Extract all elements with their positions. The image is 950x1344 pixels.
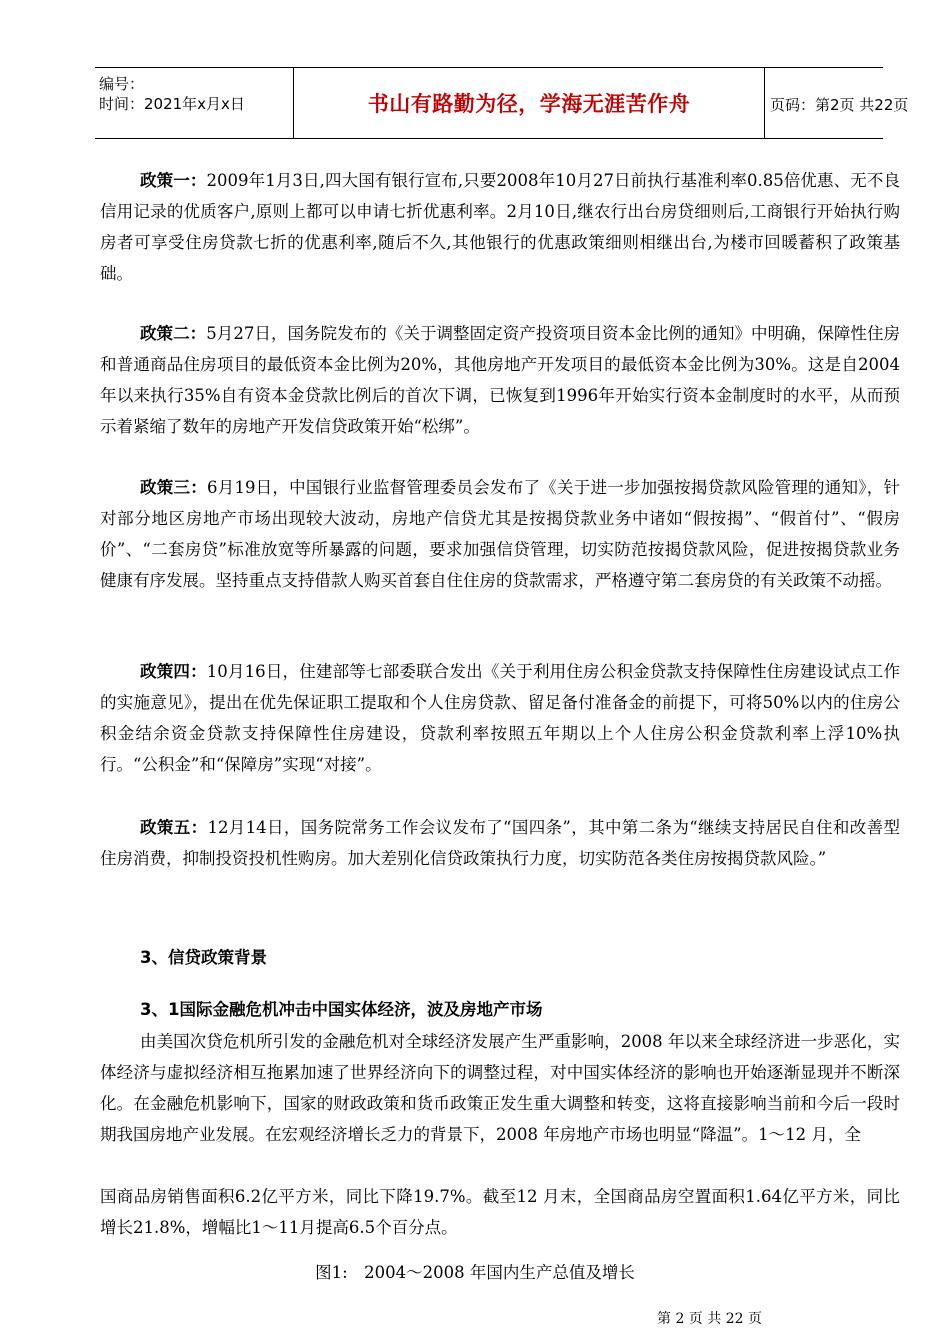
policy-label: 政策一：: [140, 171, 207, 190]
page-info: 页码：第2页 共22页: [770, 96, 909, 114]
policy-1: [100, 165, 900, 289]
policy-label: 政策二：: [140, 324, 207, 343]
policy-label: 政策五：: [140, 818, 208, 837]
policy-5: [100, 812, 900, 874]
policy-text: 10月16日，住建部等七部委联合发出《关于利用住房公积金贷款支持保障性住房建设试点工作的实施意见》，提出在优先保证职工提取和个人住房贷款、留足备付准备金的前提下，可将50%以内的住房公积金结余资金贷款支持保障性住房建设，贷款利率按照五年期以上个人住房公积金贷款利率上浮10%执行。“公积金”和“保障房”实现“对接”。: [100, 662, 900, 774]
body-paragraph-2: 国商品房销售面积6.2亿平方米，同比下降19.7%。截至12 月末，全国商品房空置面积1.64亿平方米，同比增长21.8%，增幅比1～11月提高6.5个百分点。: [100, 1187, 900, 1237]
policy-text: 12月14日，国务院常务工作会议发布了“国四条”，其中第二条为“继续支持居民自住和改善型住房消费，抑制投资投机性购房。加大差别化信贷政策执行力度，切实防范各类住房按揭贷款风险。”: [100, 818, 900, 868]
policy-2: [100, 318, 900, 442]
section-heading: 3、信贷政策背景: [140, 948, 267, 967]
header-right-cell: [764, 68, 909, 138]
policy-3: [100, 472, 900, 596]
figure-caption: 图1: 2004～2008 年国内生产总值及增长: [315, 1263, 635, 1282]
policy-text: 2009年1月3日,四大国有银行宣布,只要2008年10月27日前执行基准利率0.85倍优惠、无不良信用记录的优质客户,原则上都可以申请七折优惠利率。2月10日,继农行出台房贷细则后,工商银行开始执行购房者可享受住房贷款七折的优惠利率,随后不久,其他银行的优惠政策细则相继出台,为楼市回暖蓄积了政策基础。: [100, 171, 901, 283]
page-footer: 第 2 页 共 22 页: [657, 1311, 762, 1327]
policy-label: 政策四：: [140, 662, 207, 681]
serial-label: 编号：: [99, 75, 145, 93]
policy-label: 政策三：: [140, 478, 207, 497]
motto: 书山有路勤为径，学海无涯苦作舟: [367, 92, 691, 116]
policy-text: 5月27日，国务院发布的《关于调整固定资产投资项目资本金比例的通知》中明确，保障性住房和普通商品住房项目的最低资本金比例为20%，其他房地产开发项目的最低资本金比例为30%。这是自2004年以来执行35%自有资本金贷款比例后的首次下调，已恢复到1996年开始实行资本金制度时的水平，从而预示着紧缩了数年的房地产开发信贷政策开始“松绑”。: [100, 324, 901, 436]
policy-text: 6月19日，中国银行业监督管理委员会发布了《关于进一步加强按揭贷款风险管理的通知》，针对部分地区房地产市场出现较大波动，房地产信贷尤其是按揭贷款业务中诸如“假按揭”、“假首付”、“假房价”、“二套房贷”标准放宽等所暴露的问题，要求加强信贷管理，切实防范按揭贷款风险，促进按揭贷款业务健康有序发展。坚持重点支持借款人购买首套自住住房的贷款需求，严格遵守第二套房贷的有关政策不动摇。: [100, 478, 901, 590]
page-header: [95, 67, 909, 139]
time-label: 时间：2021年x月x日: [99, 95, 245, 113]
header-motto-cell: [293, 68, 765, 138]
policy-4: [100, 656, 900, 780]
header-left-cell: [95, 68, 293, 138]
subsection-heading: 3、1国际金融危机冲击中国实体经济，波及房地产市场: [140, 1000, 543, 1019]
body-paragraph-1: 由美国次贷危机所引发的金融危机对全球经济发展产生严重影响，2008 年以来全球经济进一步恶化，实体经济与虚拟经济相互拖累加速了世界经济向下的调整过程，对中国实体经济的影响也开始逐渐显现并不断深化。在金融危机影响下，国家的财政政策和货币政策正发生重大调整和转变，这将直接影响当前和今后一段时期我国房地产业发展。在宏观经济增长乏力的背景下，2008 年房地产市场也明显“降温”。1～12 月，全: [100, 1032, 900, 1144]
